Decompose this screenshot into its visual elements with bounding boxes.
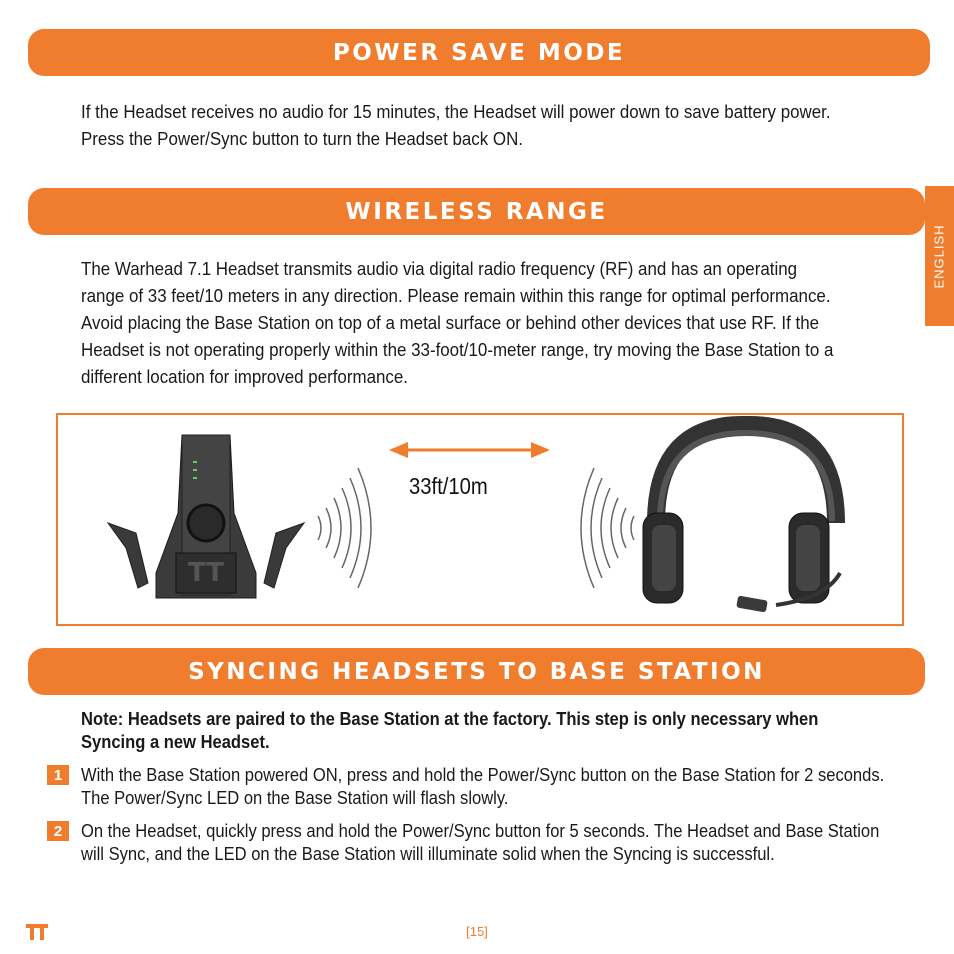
wireless-range-title: WIRELESS RANGE xyxy=(345,198,608,225)
syncing-note: Note: Headsets are paired to the Base Station at the factory. This step is only necessary when Syncing a new Headset. xyxy=(81,708,819,752)
step-text-2: On the Headset, quickly press and hold the Power/Sync button for 5 seconds. The Headset and Base Station will Sync, and the LED on the Base Station will illuminate solid when the Syncing is successful. xyxy=(81,820,880,864)
headset-image xyxy=(643,425,840,613)
range-illustration xyxy=(56,413,904,626)
wireless-range-header xyxy=(28,188,925,235)
page-number: [15] xyxy=(466,924,488,939)
signal-waves-right xyxy=(581,468,634,588)
language-tab-label: ENGLISH xyxy=(932,223,948,289)
step-text-1: With the Base Station powered ON, press and hold the Power/Sync button on the Base Station for 2 seconds. The Power/Sync LED on the Base Station will flash slowly. xyxy=(81,764,885,808)
step-number-1: 1 xyxy=(47,765,69,785)
wireless-range-text: The Warhead 7.1 Headset transmits audio via digital radio frequency (RF) and has an operating range of 33 feet/10 meters in any direction. Please remain within this range for optimal performance. Avoid placing the Base Station on top of a metal surface or behind other devices that use RF. If the Headset is not operating properly within the 33-foot/10-meter range, try moving the Base Station to a different location for improved performance. xyxy=(81,258,834,387)
power-save-text: If the Headset receives no audio for 15 minutes, the Headset will power down to save battery power. Press the Power/Sync button to turn the Headset back ON. xyxy=(81,101,831,149)
range-label: 33ft/10m xyxy=(409,473,488,499)
power-save-title: POWER SAVE MODE xyxy=(332,39,626,66)
step-number-2: 2 xyxy=(47,821,69,841)
base-station-image xyxy=(108,435,304,598)
range-arrow xyxy=(389,442,550,458)
syncing-header xyxy=(28,648,925,695)
language-tab[interactable] xyxy=(925,186,954,326)
power-save-header xyxy=(28,29,930,76)
signal-waves-left xyxy=(318,468,371,588)
syncing-title: SYNCING HEADSETS TO BASE STATION xyxy=(188,658,765,685)
svg-text:TT: TT xyxy=(187,558,225,588)
